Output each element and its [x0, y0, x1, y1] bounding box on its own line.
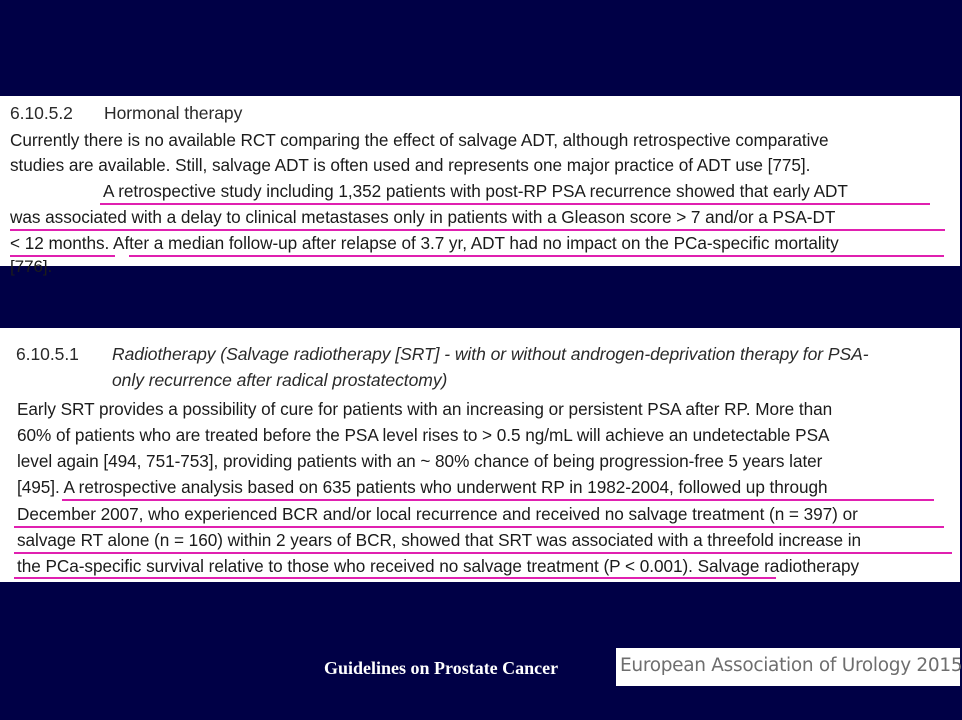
highlight-underline	[14, 552, 952, 554]
highlighted-text: A retrospective analysis based on 635 patients who underwent RP in 1982-2004, followed up through	[63, 477, 828, 497]
paragraph-line-clipped: [776].	[10, 257, 53, 276]
section-title: Radiotherapy (Salvage radiotherapy [SRT] - with or without androgen-deprivation therapy for PSA-	[112, 344, 869, 364]
logo-text: European Association of Urology 2015	[620, 655, 962, 676]
eau-logo	[616, 648, 960, 686]
paragraph-line: Early SRT provides a possibility of cure for patients with an increasing or persistent PSA after RP. More than	[17, 399, 833, 419]
highlighted-text: the PCa-specific survival relative to those who received no salvage treatment (P < 0.001).	[17, 556, 693, 576]
section-number: 6.10.5.2	[10, 103, 73, 123]
section-title: Hormonal therapy	[104, 103, 243, 123]
paragraph-line: level again [494, 751-753], providing patients with an ~ 80% chance of being progression-free 5 years later	[17, 451, 823, 471]
highlight-underline	[62, 499, 934, 501]
section-title-continued: only recurrence after radical prostatectomy)	[112, 370, 448, 390]
paragraph-line: Currently there is no available RCT comparing the effect of salvage ADT, although retrospective comparative	[10, 130, 829, 150]
plain-text: [495].	[17, 477, 60, 497]
highlight-underline	[100, 203, 930, 205]
highlight-underline	[129, 255, 944, 257]
plain-text: Salvage radiotherapy	[697, 556, 860, 576]
section-heading	[10, 103, 243, 124]
section-heading	[16, 344, 869, 365]
paragraph-line-highlighted	[17, 556, 859, 577]
radiotherapy-excerpt	[0, 328, 960, 582]
highlight-underline	[14, 577, 776, 579]
section-number: 6.10.5.1	[16, 344, 79, 364]
paragraph-line-highlighted	[10, 233, 839, 254]
paragraph-line: studies are available. Still, salvage ADT is often used and represents one major practice of ADT use [775].	[10, 155, 811, 175]
highlighted-text: After a median follow-up after relapse of 3.7 yr, ADT had no impact on the PCa-specific mortality	[113, 233, 839, 253]
paragraph-line: 60% of patients who are treated before the PSA level rises to > 0.5 ng/mL will achieve an undetectable PSA	[17, 425, 830, 445]
paragraph-line-highlighted: December 2007, who experienced BCR and/or local recurrence and received no salvage treatment (n = 397) or	[17, 504, 858, 524]
highlighted-text: < 12 months.	[10, 233, 110, 253]
paragraph-line-highlighted: salvage RT alone (n = 160) within 2 years of BCR, showed that SRT was associated with a threefold increase in	[17, 530, 862, 550]
paragraph-line	[17, 477, 828, 498]
highlight-underline	[10, 229, 945, 231]
paragraph-line-highlighted: was associated with a delay to clinical metastases only in patients with a Gleason score > 7 and/or a PSA-DT	[10, 207, 836, 227]
paragraph-line-highlighted: A retrospective study including 1,352 patients with post-RP PSA recurrence showed that early ADT	[103, 181, 848, 201]
hormonal-therapy-excerpt	[0, 96, 960, 276]
highlight-underline	[14, 526, 944, 528]
footer-title: Guidelines on Prostate Cancer	[324, 658, 559, 678]
